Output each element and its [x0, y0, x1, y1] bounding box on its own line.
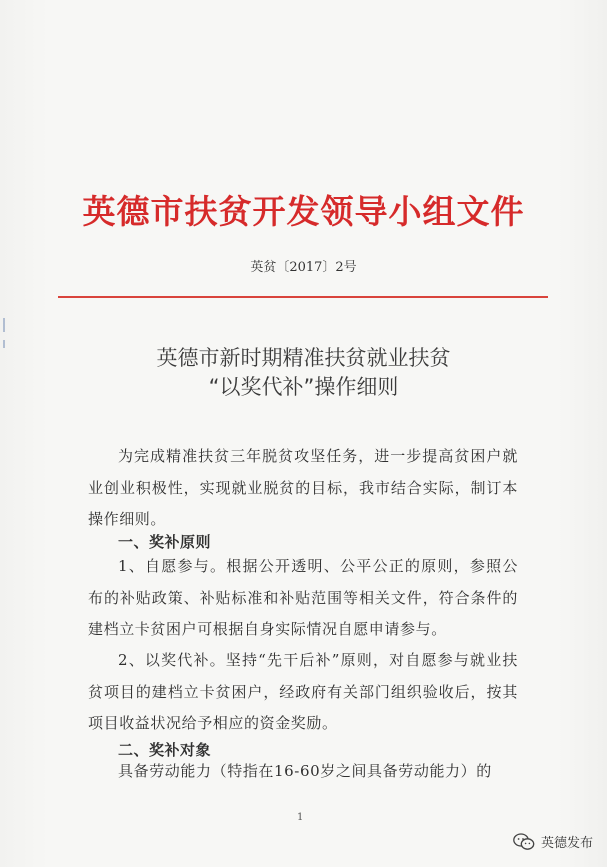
intro-paragraph: 为完成精准扶贫三年脱贫攻坚任务，进一步提高贫困户就业创业积极性，实现就业脱贫的目标，我市结合实际，制订本操作细则。 — [88, 447, 518, 528]
page-number: 1 — [297, 812, 304, 823]
header-title: 英德市扶贫开发领导小组文件 — [82, 192, 525, 231]
scan-edge-mark — [3, 318, 5, 332]
section1-heading: 一、奖补原则 — [118, 533, 212, 551]
partial-paragraph: 具备劳动能力（特指在16-60岁之间具备劳动能力）的 — [118, 762, 492, 780]
document-title-line2: “以奖代补”操作细则 — [208, 375, 399, 399]
watermark-text: 英德发布 — [540, 836, 593, 851]
item2-paragraph: 2、以奖代补。坚持“先干后补”原则，对自愿参与就业扶贫项目的建档立卡贫困户，经政府有关部门组织验收后，按其项目收益状况给予相应的资金奖励。 — [88, 651, 518, 732]
header-red-rule — [58, 296, 548, 298]
wechat-icon — [513, 833, 535, 851]
document-number: 英贫〔2017〕2号 — [250, 260, 357, 275]
watermark — [513, 832, 593, 851]
item1-paragraph: 1、自愿参与。根据公开透明、公平公正的原则，参照公布的补贴政策、补贴标准和补贴范围等相关文件，符合条件的建档立卡贫困户可根据自身实际情况自愿申请参与。 — [88, 557, 518, 638]
document-title-line1: 英德市新时期精准扶贫就业扶贫 — [156, 346, 451, 370]
section2-heading: 二、奖补对象 — [118, 741, 212, 759]
